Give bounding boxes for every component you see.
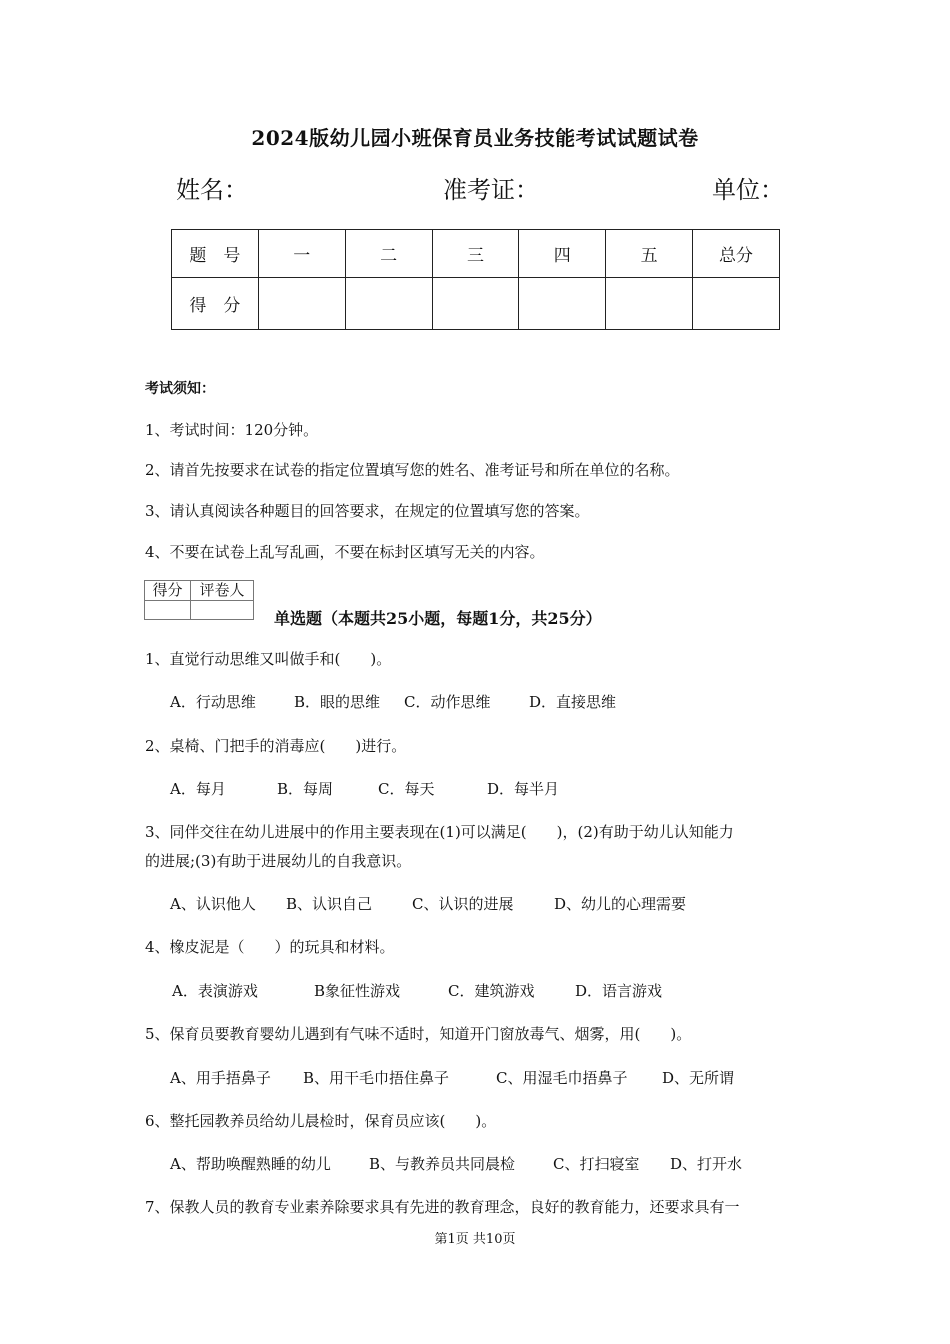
- option-b: B、与教养员共同晨检: [369, 1155, 516, 1173]
- grader-score-blank[interactable]: [145, 601, 191, 620]
- question-text: 6、整托园教养员给幼儿晨检时，保育员应该( )。: [145, 1112, 497, 1130]
- option-d: D．每半月: [487, 780, 560, 798]
- score-table-cell: 三: [432, 230, 519, 278]
- score-blank-cell[interactable]: [519, 278, 606, 330]
- option-d: D、打开水: [670, 1155, 743, 1173]
- option-c: C．建筑游戏: [448, 982, 535, 1000]
- notice-item: 1、考试时间：120分钟。: [145, 421, 319, 439]
- grader-box-blank-row: [145, 601, 254, 620]
- notice-item: 2、请首先按要求在试卷的指定位置填写您的姓名、准考证号和所在单位的名称。: [145, 461, 680, 479]
- question-text: 3、同伴交往在幼儿进展中的作用主要表现在(1)可以满足( )，(2)有助于幼儿认知能力: [145, 823, 734, 841]
- score-blank-cell[interactable]: [693, 278, 780, 330]
- score-row-label: 得 分: [172, 278, 259, 330]
- score-table-header-row: [172, 230, 780, 278]
- score-blank-cell[interactable]: [606, 278, 693, 330]
- option-c: C．动作思维: [404, 693, 491, 711]
- section-title: 单选题（本题共25小题，每题1分，共25分）: [274, 609, 602, 628]
- option-a: A．行动思维: [170, 693, 256, 711]
- grader-box-header-row: [145, 581, 254, 601]
- score-table-cell: 五: [606, 230, 693, 278]
- score-table-cell: 题 号: [172, 230, 259, 278]
- score-table: [171, 229, 780, 330]
- question-text: 1、直觉行动思维又叫做手和( )。: [145, 650, 392, 668]
- option-a: A、认识他人: [170, 895, 256, 913]
- score-table-cell: 二: [345, 230, 432, 278]
- score-table-cell: 四: [519, 230, 606, 278]
- question-text: 4、橡皮泥是（ ）的玩具和材料。: [145, 938, 395, 956]
- score-blank-cell[interactable]: [432, 278, 519, 330]
- notice-item: 4、不要在试卷上乱写乱画，不要在标封区填写无关的内容。: [145, 543, 545, 561]
- notice-item: 3、请认真阅读各种题目的回答要求，在规定的位置填写您的答案。: [145, 502, 590, 520]
- question-text: 5、保育员要教育婴幼儿遇到有气味不适时，知道开门窗放毒气、烟雾，用( )。: [145, 1025, 692, 1043]
- option-b: B．眼的思维: [294, 693, 381, 711]
- score-blank-cell[interactable]: [345, 278, 432, 330]
- score-table-cell: 一: [258, 230, 345, 278]
- name-field-label: 姓名：: [176, 176, 248, 204]
- grader-box: [144, 580, 254, 620]
- question-text: 7、保教人员的教育专业素养除要求具有先进的教育理念，良好的教育能力，还要求具有一: [145, 1198, 740, 1216]
- option-d: D．语言游戏: [575, 982, 663, 1000]
- grader-name-blank[interactable]: [191, 601, 254, 620]
- exam-id-field-label: 准考证：: [443, 176, 539, 204]
- grader-score-label: 得分: [145, 581, 191, 601]
- option-c: C、认识的进展: [412, 895, 514, 913]
- question-text: 2、桌椅、门把手的消毒应( )进行。: [145, 737, 407, 755]
- option-a: A．每月: [170, 780, 226, 798]
- option-c: C、用湿毛巾捂鼻子: [496, 1069, 628, 1087]
- option-b: B．每周: [277, 780, 334, 798]
- option-a: A、用手捂鼻子: [170, 1069, 271, 1087]
- score-table-score-row: [172, 278, 780, 330]
- option-d: D．直接思维: [529, 693, 617, 711]
- page-title: 2024版幼儿园小班保育员业务技能考试试题试卷: [251, 126, 699, 150]
- page-footer: 第1页 共10页: [434, 1232, 516, 1247]
- score-blank-cell[interactable]: [258, 278, 345, 330]
- option-c: C．每天: [378, 780, 435, 798]
- option-d: D、无所谓: [662, 1069, 735, 1087]
- option-c: C、打扫寝室: [553, 1155, 640, 1173]
- unit-field-label: 单位：: [712, 176, 784, 204]
- option-b: B象征性游戏: [314, 982, 401, 1000]
- grader-name-label: 评卷人: [191, 581, 254, 601]
- option-a: A、帮助唤醒熟睡的幼儿: [170, 1155, 331, 1173]
- notice-heading: 考试须知：: [145, 381, 215, 397]
- option-b: B、用干毛巾捂住鼻子: [303, 1069, 450, 1087]
- option-d: D、幼儿的心理需要: [554, 895, 687, 913]
- question-text-continued: 的进展;(3)有助于进展幼儿的自我意识。: [145, 852, 412, 870]
- option-a: A．表演游戏: [172, 982, 258, 1000]
- option-b: B、认识自己: [286, 895, 373, 913]
- score-table-cell: 总分: [693, 230, 780, 278]
